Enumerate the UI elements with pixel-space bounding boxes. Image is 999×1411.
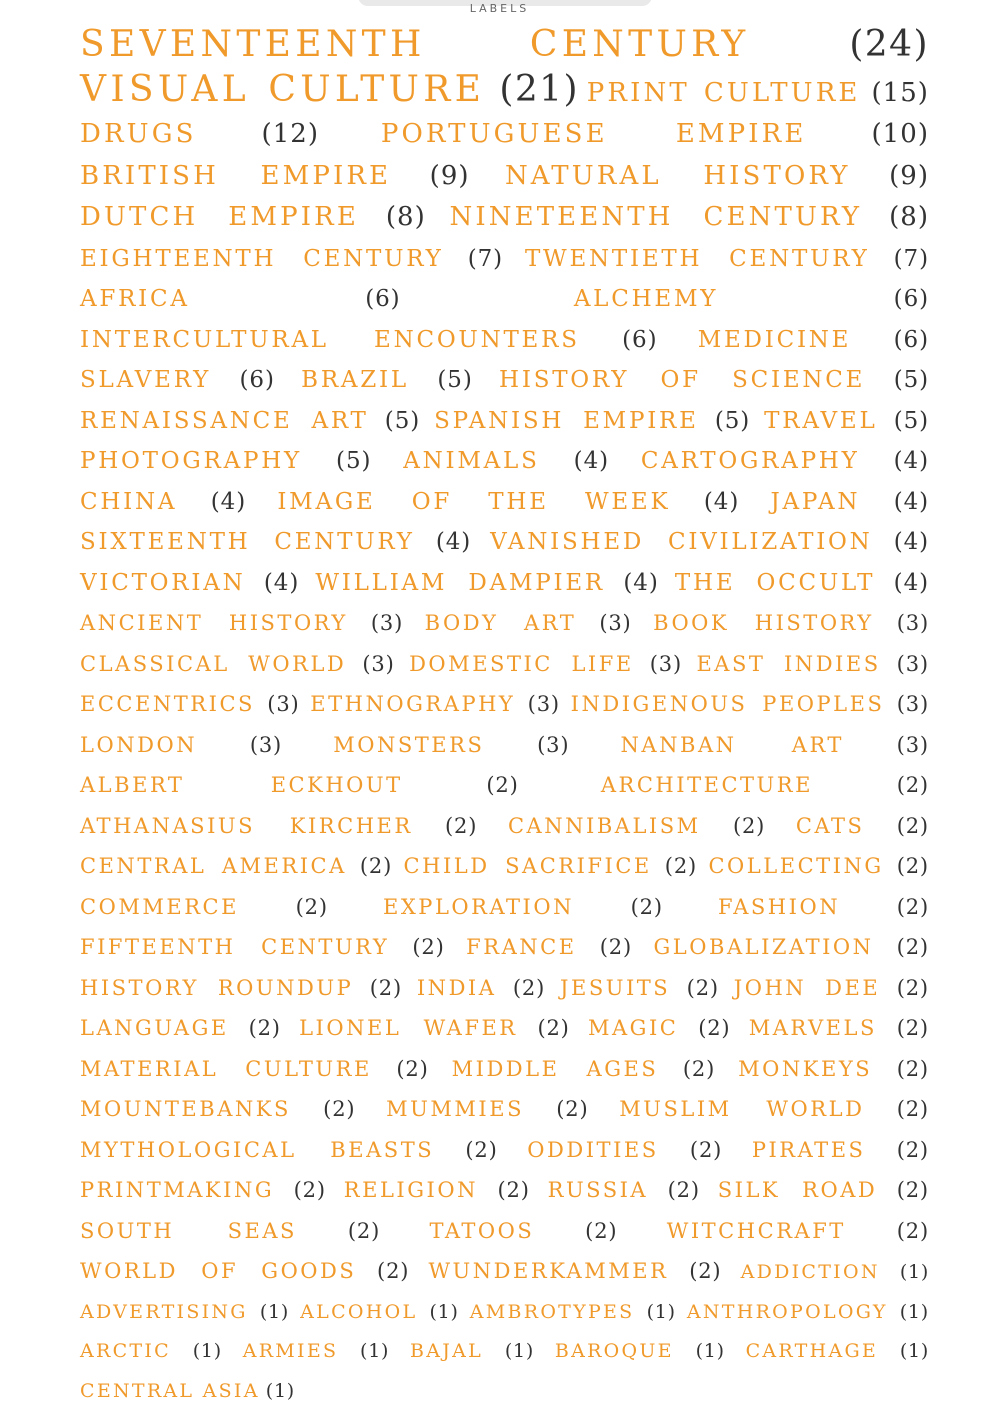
label-count: (3) [896,732,929,757]
label-link[interactable]: BRAZIL [301,367,409,393]
label-count: (4) [573,448,610,474]
label-count: (2) [293,1178,326,1202]
label-tag [80,246,503,272]
label-tag [80,69,579,110]
label-count: (2) [896,813,929,838]
label-count: (3) [896,651,929,676]
label-tag [344,1178,530,1202]
label-link[interactable]: MUMMIES [386,1097,524,1121]
label-tag [708,854,929,878]
label-link[interactable]: INDIGENOUS PEOPLES [570,692,885,716]
label-count: (2) [689,1137,723,1162]
label-link[interactable]: AFRICA [80,286,190,312]
label-count: (2) [347,1218,381,1243]
label-link[interactable]: CENTRAL ASIA [80,1379,260,1402]
label-count: (2) [396,1056,429,1081]
label-link[interactable]: MONSTERS [333,732,485,757]
label-count: (8) [385,202,426,232]
label-count: (5) [714,407,751,434]
label-tag [425,611,632,635]
label-tag [738,1057,929,1081]
label-count: (2) [599,935,632,959]
label-tag [470,1301,676,1323]
label-link[interactable]: VICTORIAN [80,569,246,596]
label-link[interactable]: EAST INDIES [696,651,881,676]
label-tag [404,854,698,878]
label-link[interactable]: EIGHTEENTH CENTURY [80,245,444,272]
label-link[interactable]: ATHANASIUS KIRCHER [80,813,413,838]
label-count: (2) [630,894,663,919]
label-count: (2) [689,1259,722,1283]
label-tag [621,733,929,757]
section-title: LABELS [469,2,530,15]
label-tag [718,895,929,919]
label-count: (1) [899,1340,930,1362]
label-tag [752,1138,929,1162]
label-tag [410,1340,534,1362]
label-tag [80,1380,295,1402]
label-link[interactable]: FASHION [717,894,841,919]
label-tag [299,1016,570,1040]
label-tag [80,489,246,515]
label-count: (4) [893,448,929,474]
label-tag [243,1340,390,1362]
label-count: (2) [686,975,719,1000]
label-cloud [80,26,929,1411]
label-tag [310,692,560,716]
label-count: (5) [437,367,473,393]
label-tag [300,1301,458,1323]
label-link[interactable]: VANISHED CIVILIZATION [490,529,873,555]
label-link[interactable]: FIFTEENTH CENTURY [80,935,390,959]
label-tag [403,448,609,474]
label-tag [333,733,569,757]
label-tag [80,611,403,635]
label-link[interactable]: ANCIENT HISTORY [80,611,348,635]
label-link[interactable]: LIONEL WAFER [299,1016,518,1040]
label-count: (1) [504,1340,535,1362]
label-count: (2) [486,773,519,797]
label-count: (2) [585,1218,618,1243]
label-count: (4) [703,488,740,515]
label-tag [80,448,371,474]
label-link[interactable]: MOUNTEBANKS [80,1097,291,1121]
label-tag [490,529,929,555]
label-count: (3) [649,651,682,676]
label-tag [80,1097,355,1121]
label-tag [452,1057,716,1081]
label-link[interactable]: MONKEYS [738,1056,873,1081]
label-link[interactable]: DOMESTIC LIFE [409,651,634,676]
label-tag [555,1340,725,1362]
label-link[interactable]: CHILD SACRIFICE [403,854,652,878]
label-count: (1) [429,1300,459,1323]
label-link[interactable]: SIXTEENTH CENTURY [80,529,415,555]
label-tag [741,1261,929,1283]
label-link[interactable]: ADVERTISING [80,1300,248,1323]
label-tag [80,1301,289,1323]
label-count: (2) [412,935,445,959]
label-count: (2) [664,854,698,878]
label-link[interactable]: PIRATES [751,1137,866,1162]
label-tag [80,202,426,232]
label-count: (21) [499,68,580,110]
label-link[interactable]: RELIGION [343,1178,478,1202]
label-link[interactable]: LANGUAGE [80,1016,229,1040]
label-tag [560,976,719,1000]
label-count: (3) [249,732,283,757]
label-tag [80,161,470,191]
label-tag [80,935,445,959]
label-link[interactable]: TWENTIETH CENTURY [524,245,870,272]
label-link[interactable]: ARMIES [242,1340,339,1362]
label-tag [434,408,750,434]
label-count: (1) [646,1300,676,1323]
label-link[interactable]: TRAVEL [764,407,878,434]
label-tag [654,935,929,959]
label-count: (2) [896,773,929,797]
label-count: (4) [623,569,659,596]
label-tag [80,854,392,878]
label-tag [667,1219,929,1243]
label-count: (1) [259,1300,290,1323]
label-link[interactable]: NINETEENTH CENTURY [449,202,863,232]
label-count: (2) [465,1137,498,1162]
label-tag [80,1178,326,1202]
label-count: (12) [261,119,320,149]
label-count: (24) [849,24,929,65]
label-count: (15) [871,77,929,108]
label-tag [574,286,929,312]
label-link[interactable]: PORTUGUESE EMPIRE [380,119,807,149]
label-count: (3) [362,651,395,676]
label-link[interactable]: MATERIAL CULTURE [80,1056,372,1081]
label-tag [80,570,299,596]
label-link[interactable]: BODY ART [424,611,577,635]
label-link[interactable]: ALCOHOL [300,1300,418,1323]
label-tag [80,814,477,838]
label-link[interactable]: THE OCCULT [674,569,876,596]
label-tag [80,1057,429,1081]
label-tag [80,895,328,919]
label-tag [796,814,929,838]
label-count: (2) [732,813,766,838]
label-tag [749,1016,929,1040]
label-tag [641,448,929,474]
label-count: (2) [295,894,328,919]
label-link[interactable]: MAGIC [587,1016,679,1040]
label-count: (10) [871,119,929,149]
label-count: (2) [896,1137,929,1162]
label-link[interactable]: SEVENTEENTH CENTURY [80,24,750,65]
label-link[interactable]: CARTHAGE [745,1340,879,1362]
label-count: (6) [239,367,275,393]
label-tag [675,570,929,596]
label-tag [80,24,929,65]
label-tag [505,161,929,191]
label-count: (3) [896,692,930,716]
label-count: (4) [435,529,472,555]
label-link[interactable]: TATOOS [429,1218,535,1243]
label-link[interactable]: WILLIAM DAMPIER [315,569,605,596]
label-tag [80,1340,222,1362]
label-tag [80,367,275,393]
label-link[interactable]: COLLECTING [708,854,884,878]
label-tag [80,773,519,797]
label-tag [588,1016,731,1040]
label-link[interactable]: ARCHITECTURE [600,773,813,797]
label-link[interactable]: ALBERT ECKHOUT [80,773,403,797]
label-tag [80,976,402,1000]
label-count: (4) [893,569,930,596]
label-tag [698,327,929,353]
label-link[interactable]: RENAISSANCE ART [80,407,369,434]
label-link[interactable]: LONDON [80,732,198,757]
label-tag [277,489,739,515]
label-tag [386,1097,588,1121]
label-tag [527,1138,722,1162]
label-link[interactable]: MIDDLE AGES [451,1056,659,1081]
label-link[interactable]: BAROQUE [554,1340,674,1362]
label-tag [428,1259,721,1283]
label-count: (2) [512,975,546,1000]
label-link[interactable]: PRINT CULTURE [586,77,861,108]
label-link[interactable]: BAJAL [410,1340,484,1362]
label-count: (4) [893,488,930,515]
label-count: (2) [377,1259,410,1283]
label-link[interactable]: ODDITIES [527,1137,659,1162]
label-tag [315,570,658,596]
label-link[interactable]: WITCHCRAFT [666,1218,846,1243]
label-tag [687,1301,929,1323]
label-tag [381,119,929,149]
label-link[interactable]: EXPLORATION [382,894,574,919]
label-link[interactable]: NANBAN ART [620,732,844,757]
label-count: (9) [429,160,470,191]
label-count: (5) [336,448,372,474]
label-link[interactable]: VISUAL CULTURE [80,68,486,110]
label-count: (2) [445,813,478,838]
label-link[interactable]: SPANISH EMPIRE [434,407,699,434]
label-tag [746,1340,929,1362]
label-count: (2) [896,935,929,959]
label-count: (2) [896,894,930,919]
label-link[interactable]: BOOK HISTORY [653,611,874,635]
label-tag [429,1219,617,1243]
label-tag [80,408,420,434]
label-tag [499,367,929,393]
label-link[interactable]: JAPAN [770,488,861,515]
label-count: (2) [537,1016,570,1040]
label-link[interactable]: HISTORY ROUNDUP [80,975,354,1000]
label-count: (2) [896,1218,929,1243]
label-link[interactable]: SOUTH SEAS [80,1218,297,1243]
label-tag [764,408,929,434]
label-count: (2) [896,975,929,1000]
label-link[interactable]: BRITISH EMPIRE [80,160,392,191]
label-count: (2) [896,1016,929,1040]
label-count: (4) [263,569,300,596]
label-tag [80,1219,380,1243]
label-link[interactable]: IMAGE OF THE WEEK [277,488,671,515]
label-count: (6) [622,326,658,353]
label-count: (1) [695,1340,725,1362]
label-tag [619,1097,929,1121]
label-count: (2) [667,1178,700,1202]
label-tag [80,1138,498,1162]
label-tag [409,652,682,676]
label-tag [80,286,401,312]
label-link[interactable]: CARTOGRAPHY [640,448,860,474]
label-count: (1) [899,1300,929,1323]
label-count: (5) [893,367,930,393]
label-count: (6) [365,286,401,312]
label-link[interactable]: SLAVERY [80,367,212,393]
label-tag [653,611,929,635]
label-tag [734,976,929,1000]
label-tag [80,692,300,716]
label-tag [466,935,632,959]
label-link[interactable]: INTERCULTURAL ENCOUNTERS [80,326,580,353]
label-count: (7) [893,245,929,272]
label-link[interactable]: CLASSICAL WORLD [80,651,347,676]
label-count: (2) [896,1178,929,1202]
label-link[interactable]: HISTORY OF SCIENCE [499,367,866,393]
label-tag [80,327,657,353]
label-link[interactable]: MYTHOLOGICAL BEASTS [80,1137,435,1162]
label-count: (5) [893,407,930,434]
label-tag [601,773,929,797]
label-count: (3) [370,611,404,635]
label-count: (9) [889,160,930,191]
label-count: (4) [893,529,930,555]
label-count: (2) [682,1056,716,1081]
label-link[interactable]: RUSSIA [547,1178,649,1202]
label-link[interactable]: MUSLIM WORLD [619,1097,865,1121]
label-tag [80,529,471,555]
label-count: (2) [896,1097,929,1121]
label-count: (3) [599,611,632,635]
label-link[interactable]: PRINTMAKING [80,1178,275,1202]
label-link[interactable]: ADDICTION [740,1261,880,1283]
label-link[interactable]: MARVELS [748,1016,877,1040]
label-tag [383,895,663,919]
label-tag [301,367,473,393]
label-tag [80,119,319,149]
label-count: (3) [267,692,300,716]
label-count: (5) [384,407,421,434]
label-link[interactable]: CATS [795,813,865,838]
label-tag [770,489,929,515]
label-link[interactable]: NATURAL HISTORY [504,160,851,191]
label-link[interactable]: AMBROTYPES [469,1300,635,1323]
label-link[interactable]: WUNDERKAMMER [428,1259,669,1283]
label-tag [696,652,929,676]
label-tag [525,246,929,272]
label-link[interactable]: DRUGS [80,119,197,149]
label-tag [449,202,929,232]
label-tag [80,652,395,676]
label-link[interactable]: DUTCH EMPIRE [80,202,359,232]
label-link[interactable]: CENTRAL AMERICA [80,854,347,878]
label-count: (3) [527,692,560,716]
label-tag [571,692,929,716]
label-link[interactable]: INDIA [416,975,497,1000]
label-link[interactable]: CHINA [80,488,178,515]
label-count: (2) [369,975,402,1000]
label-count: (1) [265,1379,295,1402]
label-link[interactable]: ETHNOGRAPHY [310,692,516,716]
label-count: (3) [896,611,929,635]
label-count: (2) [248,1016,281,1040]
label-tag [548,1178,700,1202]
label-tag [417,976,545,1000]
label-link[interactable]: CANNIBALISM [507,813,701,838]
label-count: (2) [497,1178,530,1202]
label-count: (2) [359,854,393,878]
label-link[interactable]: ARCTIC [80,1340,171,1362]
label-link[interactable]: ALCHEMY [573,286,719,312]
label-count: (1) [192,1340,222,1362]
label-count: (2) [896,1056,929,1081]
label-count: (3) [537,732,570,757]
label-tag [508,814,765,838]
label-link[interactable]: WORLD OF GOODS [80,1259,357,1283]
label-link[interactable]: JESUITS [560,975,671,1000]
label-link[interactable]: COMMERCE [80,894,239,919]
label-link[interactable]: SILK ROAD [717,1178,878,1202]
label-count: (2) [323,1097,356,1121]
label-count: (6) [893,286,930,312]
label-tag [80,1016,281,1040]
label-count: (8) [889,202,930,232]
label-link[interactable]: ECCENTRICS [80,692,255,716]
label-link[interactable]: ANIMALS [403,448,540,474]
label-tag [718,1178,929,1202]
label-count: (1) [360,1340,390,1362]
label-tag [587,78,929,108]
label-tag [80,733,282,757]
label-link[interactable]: MEDICINE [697,326,852,353]
label-link[interactable]: JOHN DEE [733,975,881,1000]
label-count: (2) [698,1016,731,1040]
label-link[interactable]: PHOTOGRAPHY [80,448,302,474]
label-count: (7) [467,245,504,272]
label-count: (6) [893,326,929,353]
label-tag [80,1259,409,1283]
label-count: (2) [896,854,929,878]
label-count: (2) [556,1097,589,1121]
label-link[interactable]: FRANCE [466,935,577,959]
label-link[interactable]: GLOBALIZATION [653,935,874,959]
label-count: (1) [899,1261,930,1283]
label-link[interactable]: ANTHROPOLOGY [686,1300,888,1323]
label-count: (4) [210,488,247,515]
